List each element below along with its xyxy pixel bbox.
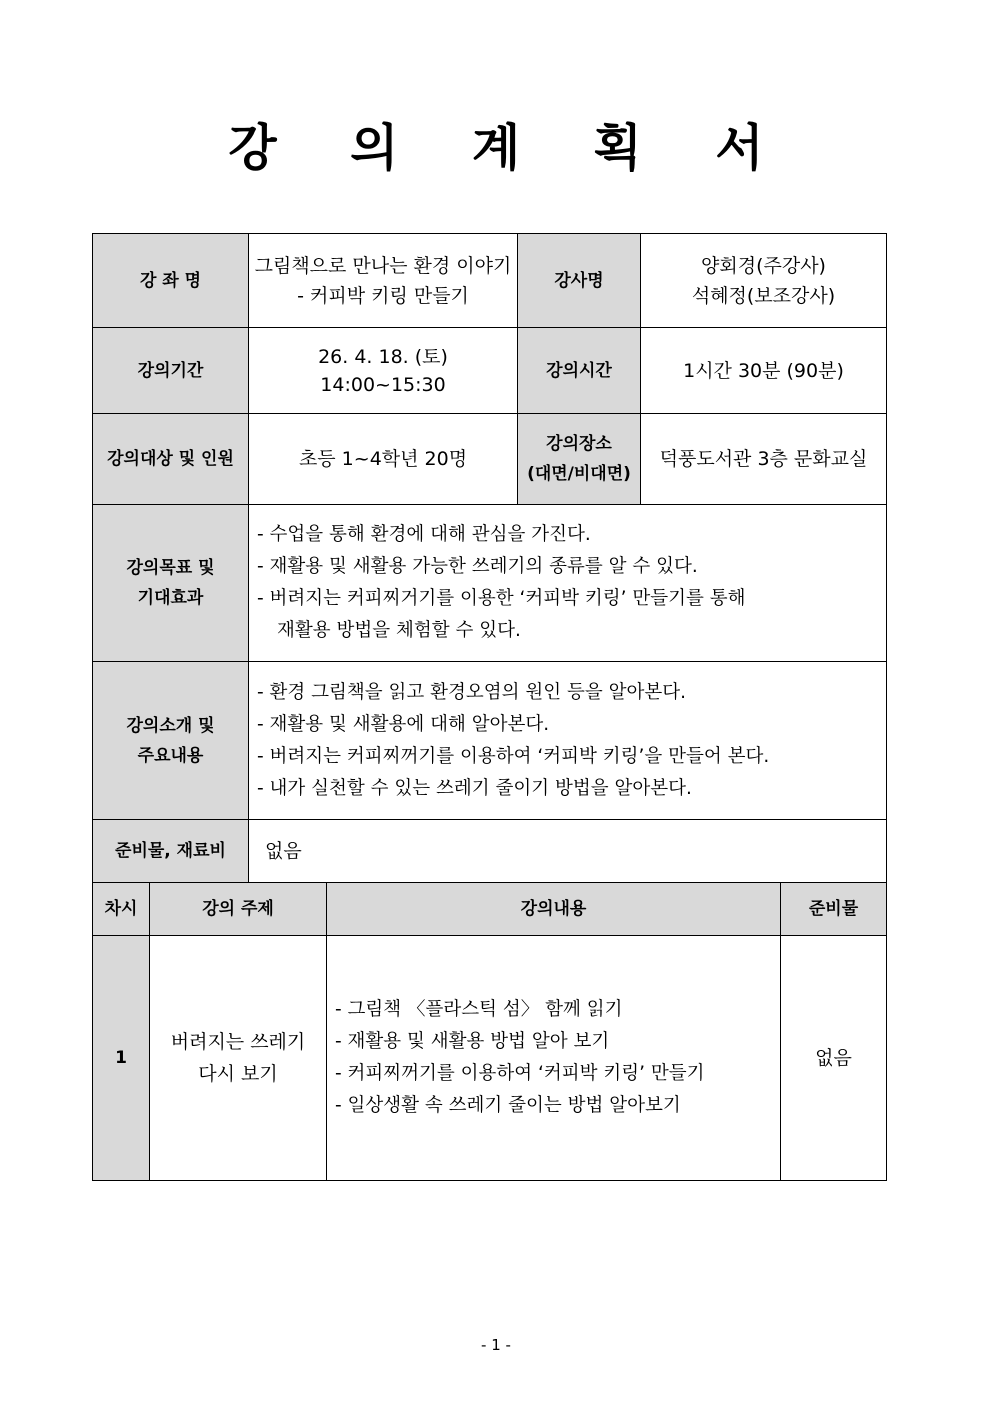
- period-time: 14:00~15:30: [320, 373, 446, 396]
- goal-label-cell: [92, 504, 249, 662]
- materials-label: 준비물, 재료비: [115, 841, 226, 861]
- target-cell: [248, 413, 518, 505]
- goal-item: 재활용 방법을 체험할 수 있다.: [277, 620, 521, 641]
- period-label: 강의기간: [137, 360, 204, 381]
- schedule-header-topic: [149, 882, 327, 936]
- intro-label: 강의소개 및: [126, 715, 215, 736]
- place-label-sub: (대면/비대면): [527, 464, 631, 484]
- goal-item: - 버려지는 커피찌거기를 이용한 ‘커피박 키링’ 만들기를 통해: [257, 588, 746, 609]
- instructor-cell: [640, 233, 887, 328]
- content-item: - 일상생활 속 쓰레기 줄이는 방법 알아보기: [335, 1095, 681, 1116]
- goal-label: 강의목표 및: [126, 558, 215, 578]
- place-label: 강의장소: [546, 434, 612, 454]
- materials-value: 없음: [265, 840, 302, 862]
- intro-item: - 버려지는 커피찌꺼기를 이용하여 ‘커피박 키링’을 만들어 본다.: [257, 745, 770, 767]
- instructor-line: 석혜정(보조강사): [691, 284, 836, 307]
- course-name-cell: [248, 233, 518, 328]
- target-label-cell: [92, 413, 249, 505]
- intro-item: - 환경 그림책을 읽고 환경오염의 원인 등을 알아본다.: [257, 681, 687, 703]
- row-materials-value: 없음: [815, 1047, 852, 1069]
- schedule-header-topic-text: 강의 주제: [202, 899, 274, 919]
- target-value: 초등 1~4학년 20명: [298, 448, 468, 470]
- schedule-header-session: [92, 882, 150, 936]
- course-label: 강 좌 명: [139, 270, 202, 291]
- place-cell: [640, 413, 887, 505]
- instructor-label-cell: [517, 233, 641, 328]
- time-label-cell: [517, 327, 641, 414]
- session-number: 1: [115, 1048, 127, 1068]
- schedule-header-materials-text: 준비물: [808, 899, 859, 919]
- topic-line: 버려지는 쓰레기: [170, 1031, 306, 1053]
- page-title: 강 의 계 획 서: [228, 119, 792, 177]
- schedule-header-session-text: 차시: [104, 899, 138, 919]
- schedule-row-materials: [780, 935, 887, 1181]
- goal-label: 기대효과: [137, 588, 204, 608]
- schedule-row-session: [92, 935, 150, 1181]
- topic-line: 다시 보기: [198, 1063, 278, 1085]
- schedule-row-topic: [149, 935, 327, 1181]
- content-item: - 재활용 및 새활용 방법 알아 보기: [335, 1031, 610, 1052]
- schedule-row-content: [326, 935, 781, 1181]
- goal-item: - 수업을 통해 환경에 대해 관심을 가진다.: [257, 524, 591, 545]
- time-cell: [640, 327, 887, 414]
- goal-item: - 재활용 및 새활용 가능한 쓰레기의 종류를 알 수 있다.: [257, 556, 698, 577]
- course-line: 그림책으로 만나는 환경 이야기: [254, 254, 512, 277]
- instructor-line: 양회경(주강사): [701, 254, 826, 277]
- place-value: 덕풍도서관 3층 문화교실: [659, 448, 868, 470]
- lecture-plan-grid: [92, 233, 887, 1181]
- period-date: 26. 4. 18. (토): [318, 345, 448, 368]
- instructor-label: 강사명: [554, 270, 604, 291]
- materials-label-cell: [92, 819, 249, 883]
- content-item: - 그림책 〈플라스틱 섬〉 함께 읽기: [335, 999, 623, 1020]
- schedule-header-content: [326, 882, 781, 936]
- materials-cell: [248, 819, 887, 883]
- intro-item: - 내가 실천할 수 있는 쓰레기 줄이기 방법을 알아본다.: [257, 777, 692, 799]
- place-label-cell: [517, 413, 641, 505]
- goal-cell: [248, 504, 887, 662]
- intro-label: 주요내용: [137, 745, 204, 766]
- target-label: 강의대상 및 인원: [107, 449, 234, 469]
- period-cell: [248, 327, 518, 414]
- schedule-header-content-text: 강의내용: [520, 899, 587, 919]
- intro-cell: [248, 661, 887, 820]
- time-label: 강의시간: [546, 360, 612, 381]
- time-value: 1시간 30분 (90분): [683, 359, 844, 382]
- course-line: - 커피박 키링 만들기: [297, 284, 469, 307]
- content-item: - 커피찌꺼기를 이용하여 ‘커피박 키링’ 만들기: [335, 1063, 705, 1084]
- course-label-cell: [92, 233, 249, 328]
- intro-item: - 재활용 및 새활용에 대해 알아본다.: [257, 713, 550, 735]
- page-number: - 1 -: [481, 1336, 511, 1354]
- period-label-cell: [92, 327, 249, 414]
- intro-label-cell: [92, 661, 249, 820]
- schedule-header-materials: [780, 882, 887, 936]
